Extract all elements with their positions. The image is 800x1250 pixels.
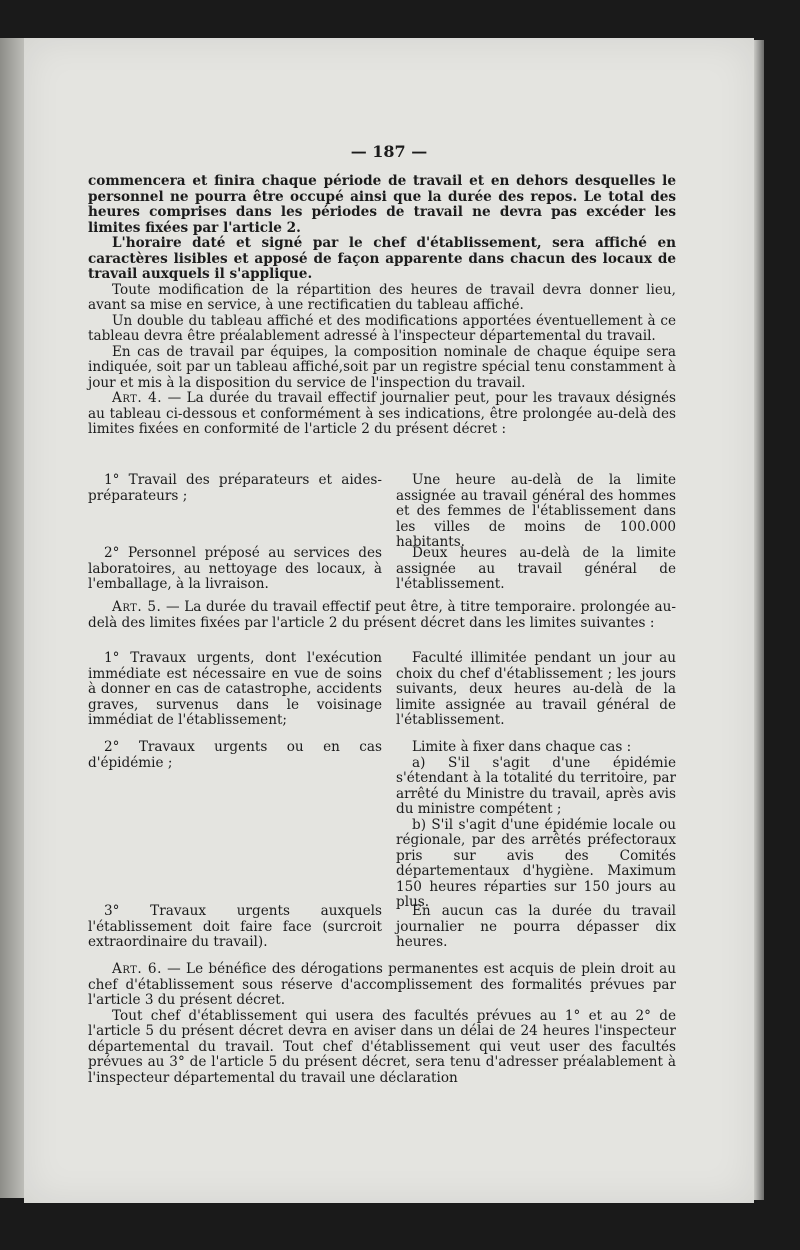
article-4-label: Art. 4. — [112, 390, 163, 406]
art5-item1-left — [88, 651, 382, 729]
art4-item2-label: 2° Personnel préposé au services des laboratoires, au nettoyage des locaux, à l'emballage, à la livraison. — [88, 545, 382, 592]
art5-item3-rule: En aucun cas la durée du travail journalier ne pourra dépasser dix heures. — [396, 903, 676, 950]
intro-section — [88, 174, 676, 438]
article-6-label: Art. 6. — [112, 961, 162, 977]
article-5-section — [88, 600, 676, 631]
article-6-text: — Le bénéfice des dérogations permanentes est acquis de plein droit au chef d'établissement sous réserve d'accomplissement des formalités prévues par l'article 3 du présent décret. — [88, 961, 677, 1008]
art5-item2-left — [88, 740, 382, 771]
art4-item1-rule: Une heure au-delà de la limite assignée au travail général des hommes et des femmes de l'établissement dans les villes de moins de 100.000 habitants. — [396, 472, 676, 550]
art4-item1-right — [396, 473, 676, 551]
art5-item3-right — [396, 904, 676, 951]
paragraph-1: commencera et finira chaque période de travail et en dehors desquelles le personnel ne pourra être occupé ainsi que la durée des repos. Le total des heures comprises dans les périodes de travail ne devra pas excéder les limites fixées par l'article 2. — [88, 173, 676, 236]
page-number: — 187 — — [350, 142, 428, 161]
art4-item2-right — [396, 546, 676, 593]
article-6-paragraph — [88, 962, 676, 1009]
article-5-text: — La durée du travail effectif peut être, à titre temporaire. prolongée au-delà des limites fixées par l'article 2 du présent décret dans les limites suivantes : — [88, 599, 677, 631]
article-4-paragraph — [88, 391, 676, 438]
facing-page-edge — [0, 38, 25, 1198]
art4-item1-label: 1° Travail des préparateurs et aides-préparateurs ; — [88, 472, 382, 504]
art5-item3-label: 3° Travaux urgents auxquels l'établissement doit faire face (surcroit extraordinaire du travail). — [88, 903, 382, 950]
paragraph-5: En cas de travail par équipes, la composition nominale de chaque équipe sera indiquée, soit par un tableau affiché,soit par un registre spécial tenu constamment à jour et mis à la disposition du service de l'inspection du travail. — [88, 343, 676, 391]
article-5-paragraph — [88, 600, 676, 631]
article-5-label: Art. 5. — [112, 599, 162, 615]
document-page — [24, 38, 754, 1203]
art5-item2-right — [396, 740, 676, 911]
art5-item2-label: 2° Travaux urgents ou en cas d'épidémie ; — [88, 739, 382, 771]
art5-item2-case-a: a) S'il s'agit d'une épidémie s'étendant à la totalité du territoire, par arrêté du Ministre du travail, après avis du ministre compétent ; — [396, 754, 676, 817]
page-edge-shadow — [754, 40, 764, 1200]
article-6-section — [88, 962, 676, 1086]
art5-item1-right — [396, 651, 676, 729]
art5-item1-label: 1° Travaux urgents, dont l'exécution immédiate est nécessaire en vue de soins à donner en cas de catastrophe, accidents graves, survenus dans le voisinage immédiat de l'établissement; — [88, 650, 382, 728]
art5-item2-intro: Limite à fixer dans chaque cas : — [412, 739, 632, 755]
paragraph-4: Un double du tableau affiché et des modifications apportées éventuellement à ce tableau devra être préalablement adressé à l'inspecteur départemental du travail. — [88, 312, 676, 344]
art4-item1-left — [88, 473, 382, 504]
art5-item3-left — [88, 904, 382, 951]
article-4-text: — La durée du travail effectif journalier peut, pour les travaux désignés au tableau ci-dessous et conformément à ses indications, être prolongée au-delà des limites fixées en conformité de l'article 2 du présent décret : — [88, 390, 676, 437]
paragraph-2: L'horaire daté et signé par le chef d'établissement, sera affiché en caractères lisibles et apposé de façon apparente dans chacun des locaux de travail auxquels il s'applique. — [88, 235, 676, 282]
paragraph-3: Toute modification de la répartition des heures de travail devra donner lieu, avant sa mise en service, à une rectificatien du tableau affiché. — [88, 281, 676, 313]
art4-item2-rule: Deux heures au-delà de la limite assignée au travail général de l'établissement. — [396, 545, 676, 592]
art5-item1-rule: Faculté illimitée pendant un jour au choix du chef d'établissement ; les jours suivants, deux heures au-delà de la limite assignée au travail général de l'établissement. — [396, 650, 676, 728]
art4-item2-left — [88, 546, 382, 593]
art5-item2-case-b: b) S'il s'agit d'une épidémie locale ou régionale, par des arrêtés préfectoraux pris sur avis des Comités départementaux d'hygiène. Maximum 150 heures réparties sur 150 jours au plus. — [396, 816, 676, 910]
article-6-paragraph-2: Tout chef d'établissement qui usera des facultés prévues au 1° et au 2° de l'article 5 du présent décret devra en aviser dans un délai de 24 heures l'inspecteur départemental du travail. Tout chef d'établissement qui veut user des facultés prévues au 3° de l'article 5 du présent décret, sera tenu d'adresser préalablement à l'inspecteur départemental du travail une déclaration — [88, 1007, 676, 1086]
